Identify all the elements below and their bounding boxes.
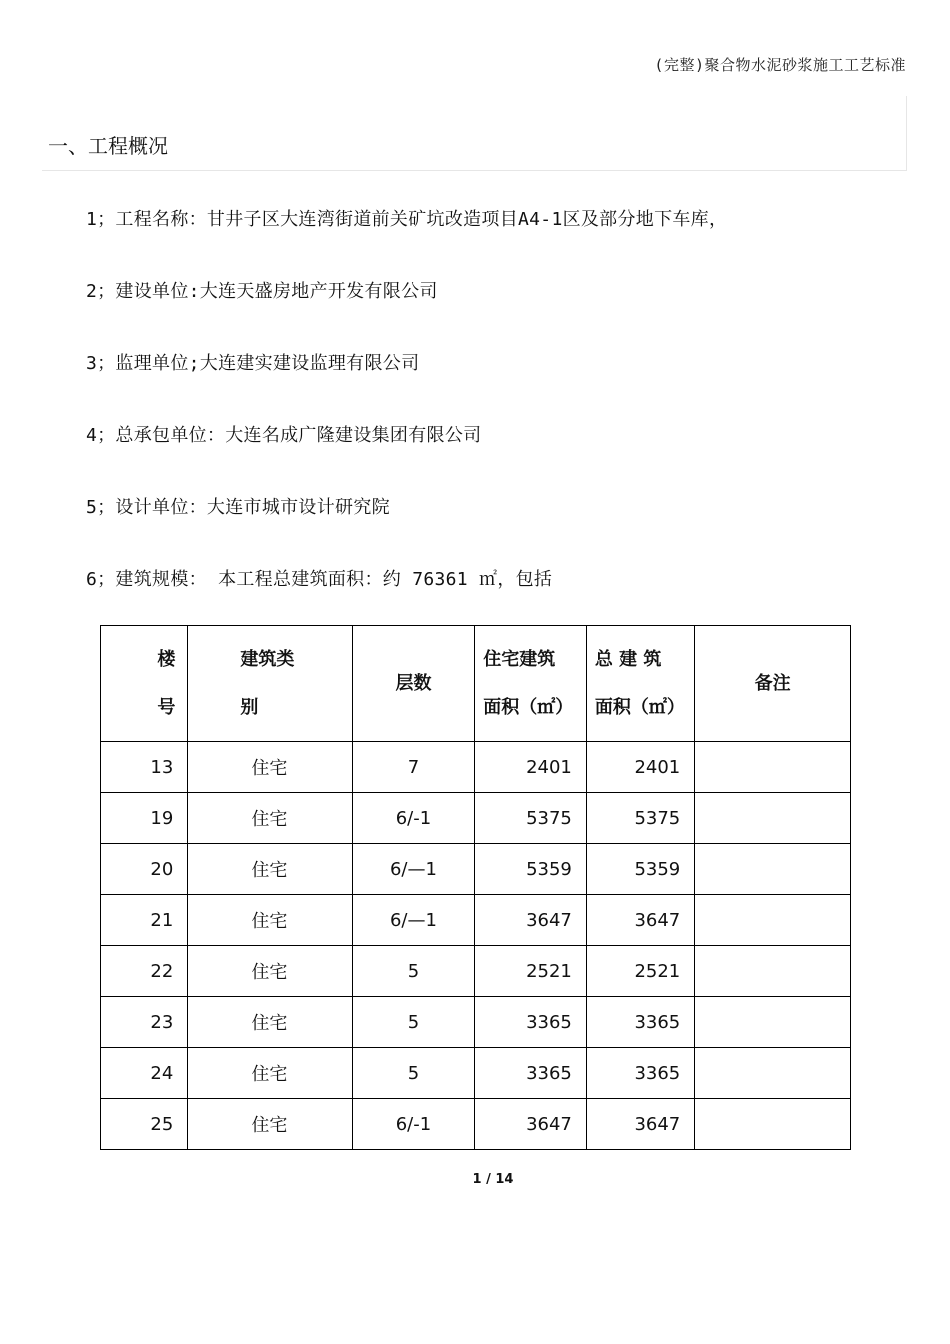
cell-total-area: 3647 (586, 1099, 694, 1150)
info-designer: 5；设计单位：大连市城市设计研究院 (86, 497, 390, 518)
cell-building-type: 住宅 (188, 742, 352, 793)
cell-building-no: 23 (101, 997, 188, 1048)
cell-remarks (695, 793, 851, 844)
cell-total-area: 5375 (586, 793, 694, 844)
section-heading-box (42, 96, 907, 171)
cell-floors: 6/-1 (352, 1099, 475, 1150)
cell-remarks (695, 742, 851, 793)
cell-floors: 6/—1 (352, 844, 475, 895)
cell-residential-area: 5375 (475, 793, 587, 844)
header-building-type: 建筑类别 (188, 626, 352, 742)
cell-building-no: 20 (101, 844, 188, 895)
cell-total-area: 3365 (586, 997, 694, 1048)
cell-building-no: 24 (101, 1048, 188, 1099)
header-total-area: 总 建 筑 面积（㎡） (586, 626, 694, 742)
table-row (101, 844, 851, 895)
cell-floors: 6/—1 (352, 895, 475, 946)
cell-floors: 5 (352, 946, 475, 997)
cell-remarks (695, 997, 851, 1048)
header-floors: 层数 (352, 626, 475, 742)
cell-building-type: 住宅 (188, 946, 352, 997)
cell-residential-area: 3647 (475, 895, 587, 946)
header-building-no: 楼号 (101, 626, 188, 742)
cell-remarks (695, 895, 851, 946)
table-row (101, 895, 851, 946)
cell-total-area: 5359 (586, 844, 694, 895)
cell-total-area: 2401 (586, 742, 694, 793)
info-developer: 2；建设单位:大连天盛房地产开发有限公司 (86, 281, 438, 302)
cell-remarks (695, 1048, 851, 1099)
cell-total-area: 2521 (586, 946, 694, 997)
table-row (101, 793, 851, 844)
header-residential-area: 住宅建筑面积（㎡） (475, 626, 587, 742)
info-general-contractor: 4；总承包单位：大连名成广隆建设集团有限公司 (86, 425, 482, 446)
cell-residential-area: 5359 (475, 844, 587, 895)
document-title: (完整)聚合物水泥砂浆施工工艺标准 (654, 56, 906, 74)
cell-total-area: 3647 (586, 895, 694, 946)
cell-building-type: 住宅 (188, 1099, 352, 1150)
cell-building-type: 住宅 (188, 895, 352, 946)
cell-total-area: 3365 (586, 1048, 694, 1099)
cell-floors: 5 (352, 997, 475, 1048)
cell-residential-area: 3647 (475, 1099, 587, 1150)
table-row (101, 1048, 851, 1099)
info-building-scale: 6；建筑规模： 本工程总建筑面积：约 76361 ㎡，包括 (86, 569, 553, 590)
info-supervisor: 3；监理单位;大连建实建设监理有限公司 (86, 353, 420, 374)
cell-floors: 7 (352, 742, 475, 793)
cell-residential-area: 3365 (475, 1048, 587, 1099)
cell-building-no: 22 (101, 946, 188, 997)
cell-building-type: 住宅 (188, 1048, 352, 1099)
cell-building-type: 住宅 (188, 793, 352, 844)
header-remarks: 备注 (695, 626, 851, 742)
cell-building-no: 13 (101, 742, 188, 793)
building-table (100, 625, 851, 1150)
cell-building-no: 21 (101, 895, 188, 946)
table-header-row (101, 626, 851, 742)
cell-residential-area: 3365 (475, 997, 587, 1048)
cell-remarks (695, 1099, 851, 1150)
info-project-name: 1；工程名称：甘井子区大连湾街道前关矿坑改造项目A4-1区及部分地下车库， (86, 209, 728, 230)
cell-residential-area: 2401 (475, 742, 587, 793)
cell-remarks (695, 844, 851, 895)
cell-remarks (695, 946, 851, 997)
table-row (101, 946, 851, 997)
table-row (101, 1099, 851, 1150)
section-heading: 一、工程概况 (48, 134, 168, 158)
table-row (101, 997, 851, 1048)
cell-building-no: 25 (101, 1099, 188, 1150)
cell-building-type: 住宅 (188, 844, 352, 895)
cell-residential-area: 2521 (475, 946, 587, 997)
cell-building-type: 住宅 (188, 997, 352, 1048)
table-row (101, 742, 851, 793)
cell-floors: 6/-1 (352, 793, 475, 844)
page-indicator: 1 / 14 (472, 1172, 514, 1187)
cell-building-no: 19 (101, 793, 188, 844)
cell-floors: 5 (352, 1048, 475, 1099)
